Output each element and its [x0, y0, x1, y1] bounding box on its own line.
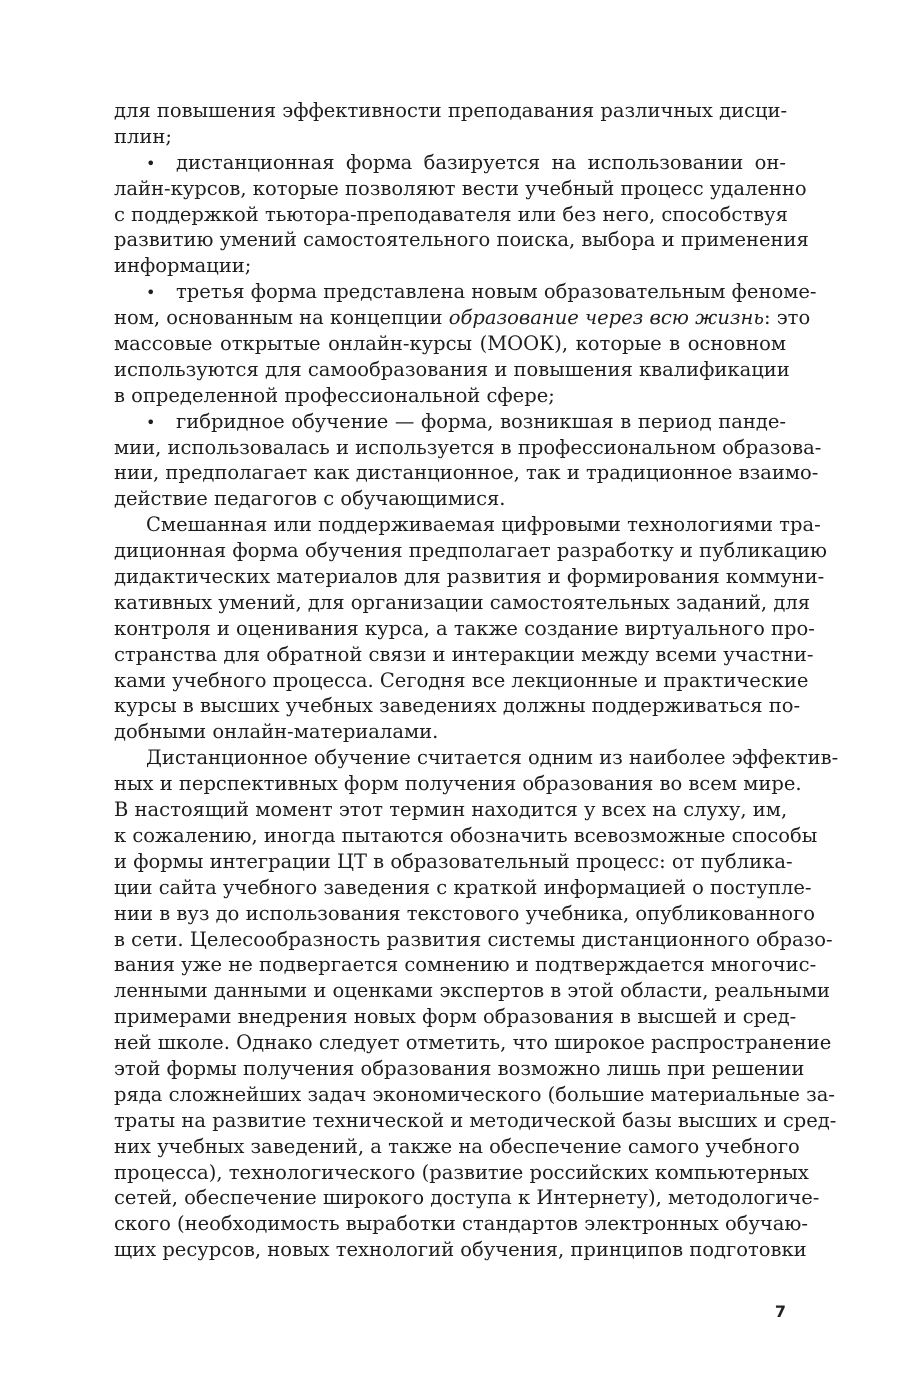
text-line: странства для обратной связи и интеракции между всеми участни-: [114, 642, 814, 666]
text-line: примерами внедрения новых форм образования в высшей и сред-: [114, 1005, 797, 1029]
bullet-icon: •: [146, 412, 156, 432]
text-line: ных и перспективных форм получения образования во всем мире.: [114, 772, 802, 796]
bullet-item-first-line: • гибридное обучение — форма, возникшая в период панде-: [114, 409, 786, 435]
text-line: диционная форма обучения предполагает разработку и публикацию: [114, 539, 827, 563]
text-line: в сети. Целесообразность развития системы дистанционного образо-: [114, 927, 833, 951]
text-line: ции сайта учебного заведения с краткой информацией о поступле-: [114, 875, 812, 899]
text-line: вания уже не подвергается сомнению и подтверждается многочис-: [114, 953, 817, 977]
bullet-item-first-line: • третья форма представлена новым образовательным феноме-: [114, 279, 786, 305]
text-line: добными онлайн-материалами.: [114, 720, 439, 744]
text-line: кативных умений, для организации самостоятельных заданий, для: [114, 590, 811, 614]
text-line: для повышения эффективности преподавания различных дисци-: [114, 99, 788, 122]
text-line: ками учебного процесса. Сегодня все лекционные и практические: [114, 668, 809, 692]
bullet-icon: •: [146, 283, 156, 303]
italic-term: образование через всю жизнь: [448, 306, 764, 330]
text-line: этой формы получения образования возможно лишь при решении: [114, 1056, 805, 1080]
text-line: ней школе. Однако следует отметить, что широкое распространение: [114, 1031, 832, 1055]
text-line: В настоящий момент этот термин находится у всех на слуху, им,: [114, 798, 788, 822]
text-line: лайн-курсов, которые позволяют вести учебный процесс удаленно: [114, 176, 807, 200]
text-line: щих ресурсов, новых технологий обучения, принципов подготовки: [114, 1238, 807, 1262]
text-line: с поддержкой тьютора-преподавателя или без него, способствуя: [114, 202, 788, 226]
text-line: информации;: [114, 254, 252, 278]
bullet-item-first-line: • дистанционная форма базируется на использовании он-: [114, 150, 786, 176]
text-line: ном, основанным на концепции образование через всю жизнь: это: [114, 306, 811, 330]
text-line: сетей, обеспечение широкого доступа к Интернету), методологиче-: [114, 1186, 820, 1210]
text-line: и формы интеграции ЦТ в образовательный процесс: от публика-: [114, 849, 793, 873]
text-line: дидактических материалов для развития и формирования коммуни-: [114, 565, 825, 589]
text-line: плин;: [114, 124, 172, 148]
text-line: к сожалению, иногда пытаются обозначить всевозможные способы: [114, 823, 818, 847]
text-line: курсы в высших учебных заведениях должны поддерживаться по-: [114, 694, 801, 718]
text-line: действие педагогов с обучающимися.: [114, 487, 506, 511]
text-line: траты на развитие технической и методической базы высших и сред-: [114, 1108, 837, 1132]
text-line: них учебных заведений, а также на обеспечение самого учебного: [114, 1134, 800, 1158]
text-line: нии в вуз до использования текстового учебника, опубликованного: [114, 901, 815, 925]
text-line: нии, предполагает как дистанционное, так и традиционное взаимо-: [114, 461, 819, 485]
text-line: используются для самообразования и повышения квалификации: [114, 357, 790, 381]
paragraph-first-line: Смешанная или поддерживаемая цифровыми технологиями тра-: [146, 513, 821, 537]
page-number: 7: [774, 1302, 786, 1321]
bullet-icon: •: [146, 153, 156, 173]
text-line: ского (необходимость выработки стандартов электронных обучаю-: [114, 1212, 809, 1236]
text-line: процесса), технологического (развитие российских компьютерных: [114, 1160, 809, 1184]
text-line: массовые открытые онлайн-курсы (МООК), которые в основном: [114, 332, 786, 356]
page-body-text: [114, 98, 839, 1263]
text-line: мии, использовалась и используется в профессиональном образова-: [114, 435, 822, 459]
paragraph-first-line: Дистанционное обучение считается одним из наиболее эффектив-: [146, 746, 839, 770]
text-line: ленными данными и оценками экспертов в этой области, реальными: [114, 979, 831, 1003]
text-line: контроля и оценивания курса, а также создание виртуального про-: [114, 616, 815, 640]
text-line: в определенной профессиональной сфере;: [114, 383, 555, 407]
text-line: развитию умений самостоятельного поиска, выбора и применения: [114, 228, 809, 252]
text-line: ряда сложнейших задач экономического (большие материальные за-: [114, 1082, 835, 1106]
